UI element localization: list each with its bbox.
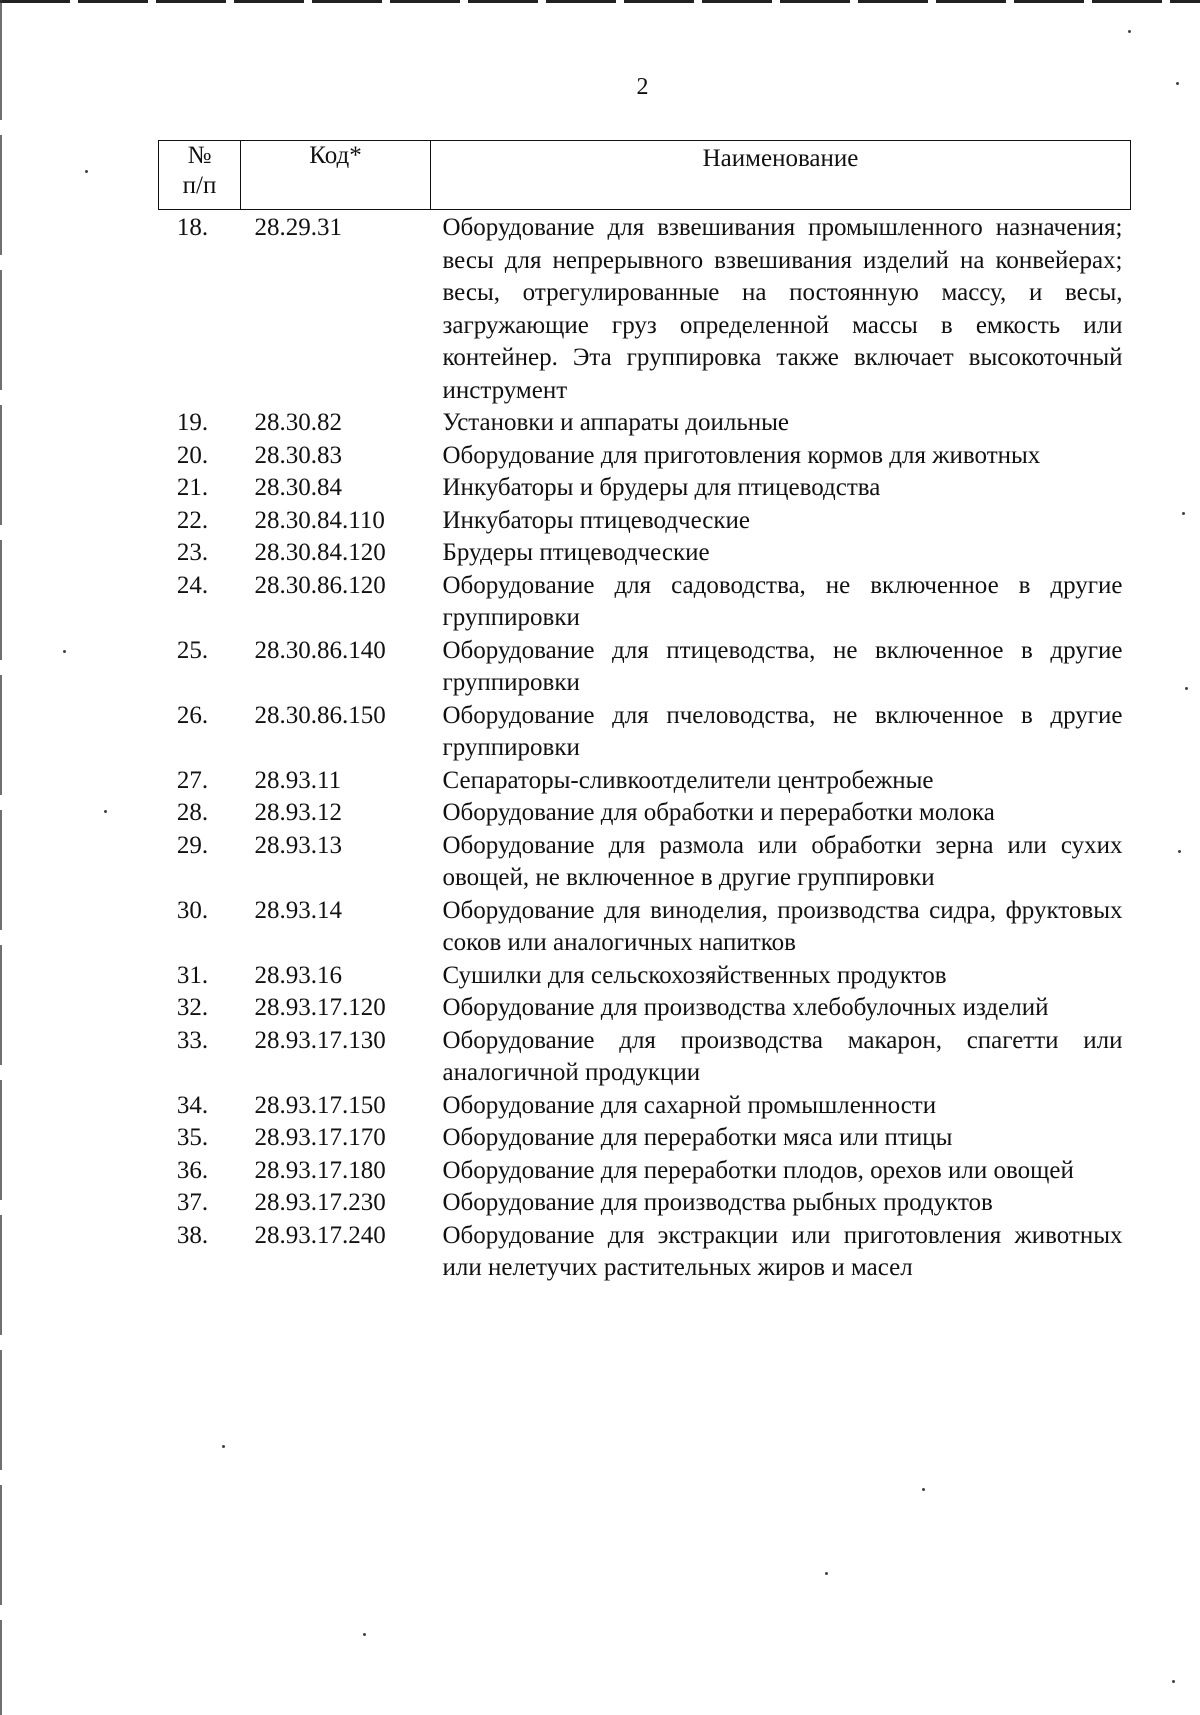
table-row xyxy=(159,1220,1131,1285)
table-row xyxy=(159,895,1131,960)
row-code: 28.93.12 xyxy=(254,799,342,826)
row-code: 28.30.82 xyxy=(254,409,342,436)
scan-speck xyxy=(363,1633,366,1636)
row-code: 28.93.11 xyxy=(254,766,342,794)
scan-speck xyxy=(1172,1680,1175,1683)
row-code: 28.93.14 xyxy=(254,896,342,924)
row-code: 28.30.86.150 xyxy=(254,701,386,729)
table-row xyxy=(159,570,1131,635)
row-name: Оборудование для пчеловодства, не включенное в другие группировки xyxy=(442,701,1123,761)
table-row xyxy=(159,992,1131,1025)
scan-speck xyxy=(85,170,88,173)
row-number: 22. xyxy=(176,506,209,534)
row-name: Оборудование для приготовления кормов для животных xyxy=(442,441,1041,469)
row-name: Брудеры птицеводческие xyxy=(442,539,710,566)
row-code: 28.93.17.120 xyxy=(254,994,386,1021)
row-number: 36. xyxy=(176,1156,209,1184)
table-row xyxy=(159,1090,1131,1123)
row-number: 21. xyxy=(176,474,209,501)
header-name: Наименование xyxy=(431,141,1131,210)
row-code: 28.30.84.120 xyxy=(254,539,386,566)
table-row xyxy=(159,407,1131,440)
row-code: 28.30.86.140 xyxy=(254,636,386,664)
row-number: 29. xyxy=(176,831,209,859)
row-name: Оборудование для сахарной промышленности xyxy=(442,1091,937,1119)
row-name: Инкубаторы птицеводческие xyxy=(442,506,751,534)
table-row xyxy=(159,440,1131,473)
table-row xyxy=(159,537,1131,570)
row-name: Инкубаторы и брудеры для птицеводства xyxy=(442,474,881,501)
table-row xyxy=(159,1155,1131,1188)
scan-left-edge xyxy=(0,0,2,1715)
row-name: Оборудование для размола или обработки зерна или сухих овощей, не включенное в другие группировки xyxy=(442,831,1123,891)
row-number: 23. xyxy=(176,539,209,566)
row-number: 32. xyxy=(176,994,209,1021)
row-code: 28.29.31 xyxy=(254,214,342,241)
row-name: Установки и аппараты доильные xyxy=(442,409,789,436)
table-row xyxy=(159,635,1131,700)
table-row xyxy=(159,960,1131,993)
table-row xyxy=(159,830,1131,895)
table-row xyxy=(159,700,1131,765)
page-number: 2 xyxy=(636,74,649,100)
row-number: 18. xyxy=(176,214,209,241)
scan-speck xyxy=(1182,512,1185,515)
row-name: Оборудование для экстракции или приготовления животных или нелетучих растительных жиров и масел xyxy=(442,1221,1123,1281)
row-number: 19. xyxy=(176,409,209,436)
row-code: 28.93.17.130 xyxy=(254,1026,386,1054)
row-number: 34. xyxy=(176,1091,209,1119)
table-row xyxy=(159,472,1131,505)
row-name: Оборудование для производства рыбных продуктов xyxy=(442,1189,993,1216)
row-name: Сушилки для сельскохозяйственных продуктов xyxy=(442,961,947,989)
table-row xyxy=(159,765,1131,798)
table-row xyxy=(159,1187,1131,1220)
row-code: 28.93.17.180 xyxy=(254,1156,386,1184)
table-header xyxy=(159,141,1131,210)
row-number: 33. xyxy=(176,1026,209,1054)
row-code: 28.93.16 xyxy=(254,961,342,989)
row-code: 28.93.17.170 xyxy=(254,1124,386,1151)
header-num: № п/п xyxy=(159,141,241,210)
row-code: 28.93.13 xyxy=(254,831,342,859)
row-name: Оборудование для производства хлебобулочных изделий xyxy=(442,994,1049,1021)
scan-speck xyxy=(1178,850,1181,853)
row-name: Оборудование для садоводства, не включенное в другие группировки xyxy=(442,571,1123,631)
row-code: 28.30.86.120 xyxy=(254,571,386,599)
row-code: 28.93.17.230 xyxy=(254,1189,386,1216)
table-row xyxy=(159,210,1131,408)
header-code: Код* xyxy=(241,141,431,210)
scan-top-edge xyxy=(0,0,1200,3)
row-name: Оборудование для птицеводства, не включенное в другие группировки xyxy=(442,636,1123,696)
row-name: Оборудование для виноделия, производства сидра, фруктовых соков или аналогичных напитков xyxy=(442,896,1123,956)
row-number: 26. xyxy=(176,701,209,729)
scan-speck xyxy=(825,1572,828,1575)
row-number: 20. xyxy=(176,441,209,469)
scan-speck xyxy=(222,1445,225,1448)
row-code: 28.30.84.110 xyxy=(254,506,385,534)
row-name: Оборудование для переработки плодов, орехов или овощей xyxy=(442,1156,1074,1184)
row-number: 35. xyxy=(176,1124,209,1151)
scan-speck xyxy=(63,650,66,653)
row-name: Оборудование для переработки мяса или птицы xyxy=(442,1124,953,1151)
table-body xyxy=(159,210,1131,1285)
equipment-table xyxy=(158,140,1131,1285)
row-number: 31. xyxy=(176,961,209,989)
scan-speck xyxy=(922,1488,925,1491)
table-row xyxy=(159,505,1131,538)
row-number: 25. xyxy=(176,636,209,664)
row-code: 28.30.83 xyxy=(254,441,342,469)
row-code: 28.93.17.150 xyxy=(254,1091,386,1119)
row-name: Оборудование для взвешивания промышленного назначения; весы для непрерывного взвешивания изделий на конвейерах; весы, отрегулированные на постоянную массу, и весы, загружающие груз определенной массы в емкость или контейнер. Эта группировка также включает высокоточный инструмент xyxy=(442,214,1123,404)
scan-speck xyxy=(1185,687,1188,690)
row-code: 28.30.84 xyxy=(254,474,342,501)
row-code: 28.93.17.240 xyxy=(254,1221,386,1249)
table-row xyxy=(159,1025,1131,1090)
row-number: 30. xyxy=(176,896,209,924)
scan-speck xyxy=(1128,30,1131,33)
row-number: 38. xyxy=(176,1221,209,1249)
row-number: 28. xyxy=(176,799,209,826)
row-name: Оборудование для производства макарон, спагетти или аналогичной продукции xyxy=(442,1026,1123,1086)
row-name: Сепараторы-сливкоотделители центробежные xyxy=(442,766,934,794)
row-number: 37. xyxy=(176,1189,209,1216)
table-row xyxy=(159,797,1131,830)
row-number: 27. xyxy=(176,766,209,794)
row-number: 24. xyxy=(176,571,209,599)
scan-speck xyxy=(104,810,107,813)
row-name: Оборудование для обработки и переработки молока xyxy=(442,799,995,826)
table-row xyxy=(159,1122,1131,1155)
